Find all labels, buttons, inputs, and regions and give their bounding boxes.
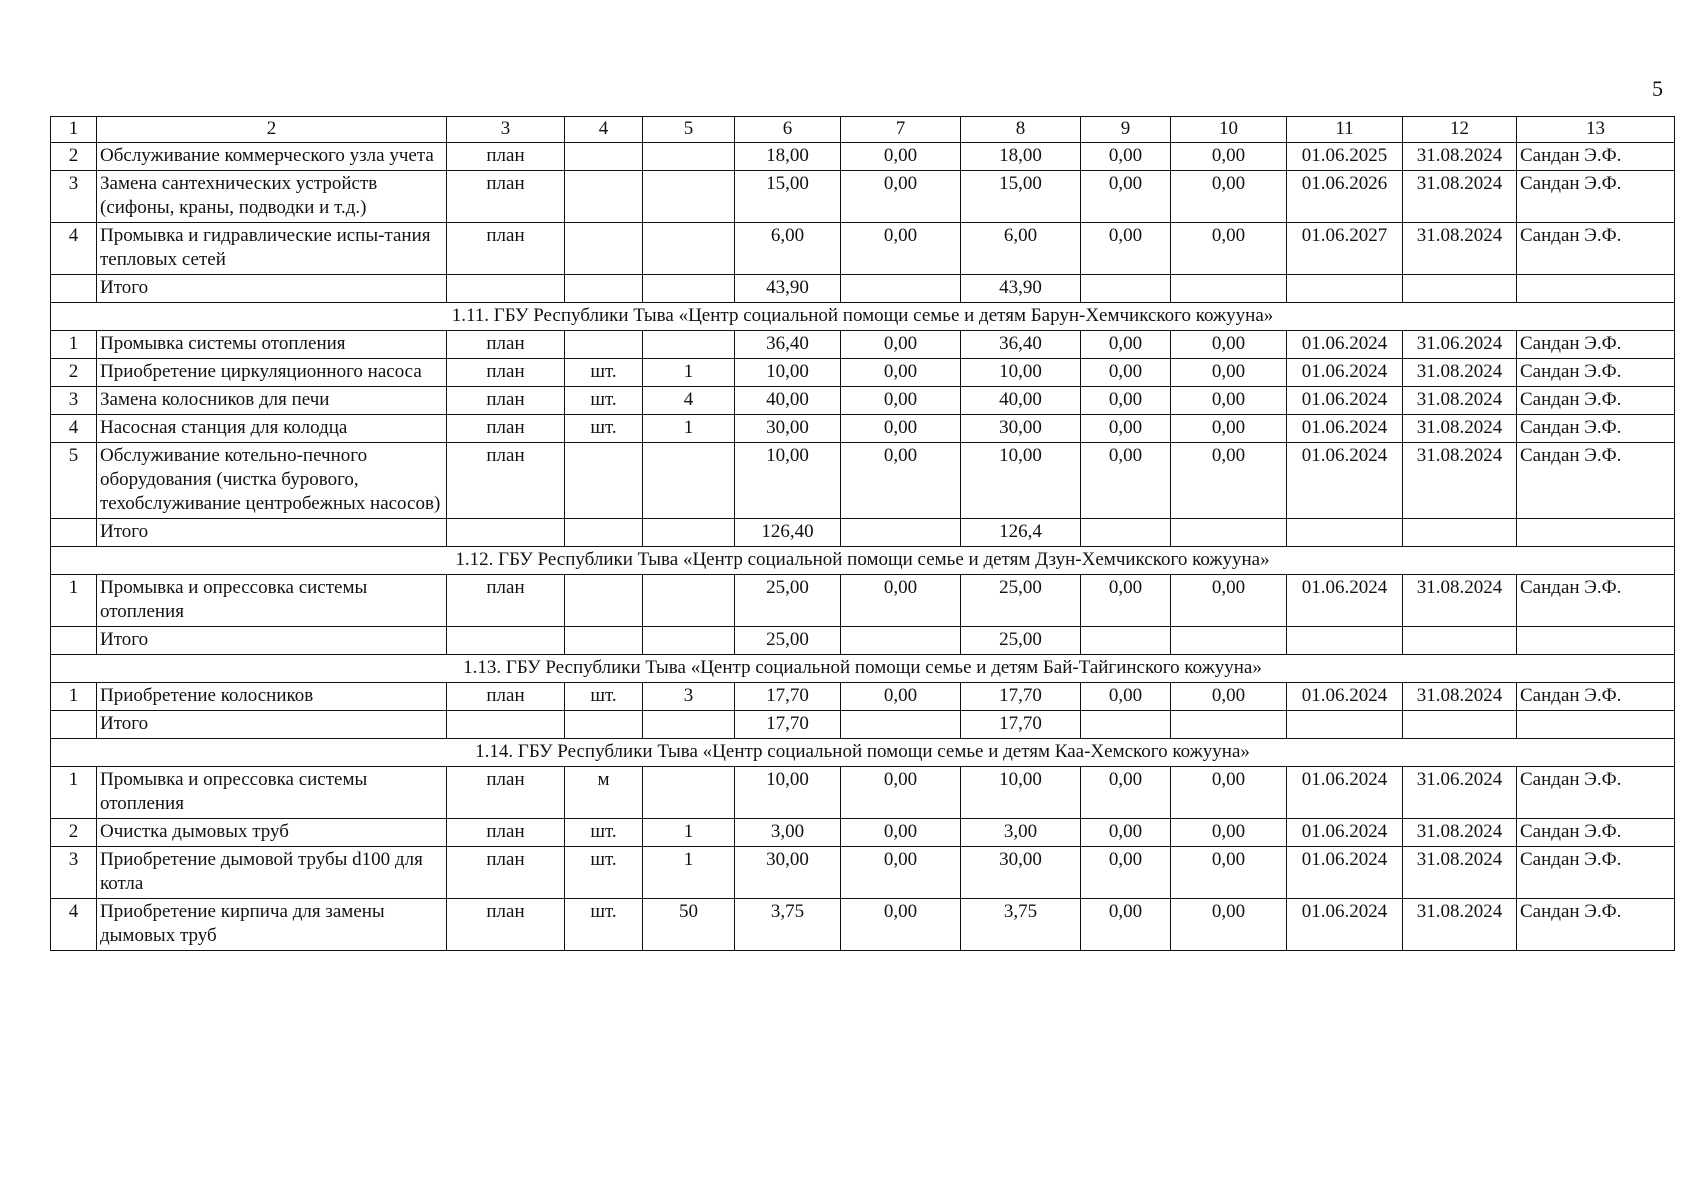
amount-col8: 25,00: [961, 575, 1081, 627]
amount-col8: 3,75: [961, 899, 1081, 951]
unit: [565, 627, 643, 655]
amount-col10: 0,00: [1171, 443, 1287, 519]
amount-col10: 0,00: [1171, 683, 1287, 711]
header-cell-4: 4: [565, 117, 643, 143]
amount-col10: 0,00: [1171, 767, 1287, 819]
table-row: [51, 359, 1675, 387]
amount-col10: 0,00: [1171, 387, 1287, 415]
quantity: 1: [643, 819, 735, 847]
row-number: [51, 519, 97, 547]
amount-col8: 6,00: [961, 223, 1081, 275]
amount-col7: 0,00: [841, 899, 961, 951]
plan-type: план: [447, 223, 565, 275]
start-date: 01.06.2024: [1287, 387, 1403, 415]
amount-col7: 0,00: [841, 819, 961, 847]
amount-col9: 0,00: [1081, 847, 1171, 899]
work-name: Промывка и опрессовка системы отопления: [97, 575, 447, 627]
quantity: 50: [643, 899, 735, 951]
amount-col8: 10,00: [961, 767, 1081, 819]
plan-type: [447, 627, 565, 655]
responsible: Сандан Э.Ф.: [1517, 415, 1675, 443]
amount-col7: 0,00: [841, 387, 961, 415]
work-name: Приобретение колосников: [97, 683, 447, 711]
row-number: [51, 627, 97, 655]
start-date: 01.06.2024: [1287, 575, 1403, 627]
start-date: 01.06.2024: [1287, 683, 1403, 711]
work-name: Приобретение циркуляционного насоса: [97, 359, 447, 387]
work-name: Промывка и гидравлические испы-тания тепловых сетей: [97, 223, 447, 275]
amount-col9: 0,00: [1081, 575, 1171, 627]
section-title-row: [51, 655, 1675, 683]
amount-col10: 0,00: [1171, 899, 1287, 951]
start-date: 01.06.2024: [1287, 819, 1403, 847]
start-date: 01.06.2024: [1287, 359, 1403, 387]
table-row: [51, 899, 1675, 951]
table-row: [51, 575, 1675, 627]
responsible: Сандан Э.Ф.: [1517, 899, 1675, 951]
amount-col8: 15,00: [961, 171, 1081, 223]
empty-cell: [1171, 519, 1287, 547]
start-date: 01.06.2024: [1287, 767, 1403, 819]
start-date: 01.06.2024: [1287, 899, 1403, 951]
amount-total: 17,70: [735, 683, 841, 711]
plan-type: план: [447, 387, 565, 415]
amount-col9: 0,00: [1081, 899, 1171, 951]
amount-col9: 0,00: [1081, 767, 1171, 819]
header-cell-5: 5: [643, 117, 735, 143]
end-date: 31.08.2024: [1403, 443, 1517, 519]
amount-col9: 0,00: [1081, 387, 1171, 415]
amount-total: 25,00: [735, 575, 841, 627]
section-title-row: [51, 739, 1675, 767]
unit: м: [565, 767, 643, 819]
work-name: Промывка и опрессовка системы отопления: [97, 767, 447, 819]
amount-col10: 0,00: [1171, 171, 1287, 223]
section-title: 1.12. ГБУ Республики Тыва «Центр социальной помощи семье и детям Дзун-Хемчикского кожууна»: [51, 547, 1675, 575]
amount-col7: 0,00: [841, 143, 961, 171]
header-cell-9: 9: [1081, 117, 1171, 143]
amount-col9: 0,00: [1081, 143, 1171, 171]
unit: [565, 143, 643, 171]
total-amount-col8: 126,4: [961, 519, 1081, 547]
responsible: Сандан Э.Ф.: [1517, 847, 1675, 899]
amount-total: 10,00: [735, 359, 841, 387]
header-cell-8: 8: [961, 117, 1081, 143]
plan-type: план: [447, 415, 565, 443]
plan-type: план: [447, 359, 565, 387]
end-date: 31.08.2024: [1403, 415, 1517, 443]
row-number: 3: [51, 847, 97, 899]
responsible: Сандан Э.Ф.: [1517, 331, 1675, 359]
end-date: 31.08.2024: [1403, 171, 1517, 223]
empty-cell: [1287, 711, 1403, 739]
responsible: Сандан Э.Ф.: [1517, 171, 1675, 223]
responsible: Сандан Э.Ф.: [1517, 443, 1675, 519]
amount-col7: [841, 711, 961, 739]
unit: [565, 575, 643, 627]
amount-col7: [841, 275, 961, 303]
work-name: Обслуживание коммерческого узла учета: [97, 143, 447, 171]
amount-total: 3,75: [735, 899, 841, 951]
work-name: Замена сантехнических устройств (сифоны, краны, подводки и т.д.): [97, 171, 447, 223]
plan-type: план: [447, 819, 565, 847]
amount-col8: 40,00: [961, 387, 1081, 415]
empty-cell: [1403, 275, 1517, 303]
end-date: 31.08.2024: [1403, 899, 1517, 951]
table-row: [51, 331, 1675, 359]
amount-col10: 0,00: [1171, 223, 1287, 275]
start-date: 01.06.2027: [1287, 223, 1403, 275]
unit: [565, 331, 643, 359]
amount-col8: 30,00: [961, 415, 1081, 443]
section-title: 1.13. ГБУ Республики Тыва «Центр социальной помощи семье и детям Бай-Тайгинского кожууна»: [51, 655, 1675, 683]
amount-col9: 0,00: [1081, 443, 1171, 519]
empty-cell: [1081, 519, 1171, 547]
total-label: Итого: [97, 519, 447, 547]
unit: шт.: [565, 387, 643, 415]
unit: шт.: [565, 819, 643, 847]
amount-col10: 0,00: [1171, 359, 1287, 387]
end-date: 31.08.2024: [1403, 143, 1517, 171]
section-title: 1.11. ГБУ Республики Тыва «Центр социальной помощи семье и детям Барун-Хемчикского кожууна»: [51, 303, 1675, 331]
amount-col9: 0,00: [1081, 331, 1171, 359]
amount-total: 30,00: [735, 415, 841, 443]
unit: [565, 275, 643, 303]
amount-total: 36,40: [735, 331, 841, 359]
quantity: 1: [643, 415, 735, 443]
header-cell-10: 10: [1171, 117, 1287, 143]
unit: шт.: [565, 683, 643, 711]
amount-col7: 0,00: [841, 331, 961, 359]
plan-type: план: [447, 171, 565, 223]
amount-col10: 0,00: [1171, 415, 1287, 443]
amount-col10: 0,00: [1171, 143, 1287, 171]
start-date: 01.06.2024: [1287, 443, 1403, 519]
quantity: [643, 575, 735, 627]
table-row: [51, 847, 1675, 899]
row-number: 5: [51, 443, 97, 519]
total-label: Итого: [97, 627, 447, 655]
responsible: Сандан Э.Ф.: [1517, 767, 1675, 819]
empty-cell: [1517, 711, 1675, 739]
amount-total: 6,00: [735, 223, 841, 275]
amount-col8: 3,00: [961, 819, 1081, 847]
row-number: 4: [51, 899, 97, 951]
work-name: Приобретение кирпича для замены дымовых труб: [97, 899, 447, 951]
header-cell-6: 6: [735, 117, 841, 143]
unit: шт.: [565, 899, 643, 951]
amount-total: 15,00: [735, 171, 841, 223]
table-row: [51, 819, 1675, 847]
amount-col7: 0,00: [841, 359, 961, 387]
start-date: 01.06.2025: [1287, 143, 1403, 171]
quantity: [643, 171, 735, 223]
total-row: [51, 711, 1675, 739]
header-cell-3: 3: [447, 117, 565, 143]
unit: [565, 171, 643, 223]
end-date: 31.08.2024: [1403, 359, 1517, 387]
plan-type: план: [447, 683, 565, 711]
amount-col8: 30,00: [961, 847, 1081, 899]
amount-col7: [841, 519, 961, 547]
row-number: 1: [51, 331, 97, 359]
total-label: Итого: [97, 275, 447, 303]
plan-type: план: [447, 331, 565, 359]
row-number: [51, 275, 97, 303]
page-number: 5: [1652, 76, 1663, 101]
unit: шт.: [565, 359, 643, 387]
amount-col8: 10,00: [961, 359, 1081, 387]
work-plan-table: [50, 116, 1675, 951]
plan-type: [447, 519, 565, 547]
amount-col7: 0,00: [841, 415, 961, 443]
quantity: [643, 143, 735, 171]
quantity: [643, 627, 735, 655]
table-row: [51, 223, 1675, 275]
unit: [565, 519, 643, 547]
amount-col9: 0,00: [1081, 683, 1171, 711]
responsible: Сандан Э.Ф.: [1517, 143, 1675, 171]
row-number: [51, 711, 97, 739]
empty-cell: [1171, 711, 1287, 739]
table-row: [51, 387, 1675, 415]
responsible: Сандан Э.Ф.: [1517, 575, 1675, 627]
section-title-row: [51, 547, 1675, 575]
empty-cell: [1517, 519, 1675, 547]
amount-total: 18,00: [735, 143, 841, 171]
amount-total: 3,00: [735, 819, 841, 847]
amount-col7: 0,00: [841, 171, 961, 223]
total-label: Итого: [97, 711, 447, 739]
work-name: Замена колосников для печи: [97, 387, 447, 415]
start-date: 01.06.2024: [1287, 415, 1403, 443]
quantity: 1: [643, 359, 735, 387]
row-number: 4: [51, 223, 97, 275]
quantity: [643, 331, 735, 359]
row-number: 2: [51, 143, 97, 171]
unit: [565, 223, 643, 275]
amount-col9: 0,00: [1081, 415, 1171, 443]
amount-col10: 0,00: [1171, 819, 1287, 847]
start-date: 01.06.2026: [1287, 171, 1403, 223]
plan-type: [447, 711, 565, 739]
amount-col8: 36,40: [961, 331, 1081, 359]
end-date: 31.08.2024: [1403, 387, 1517, 415]
empty-cell: [1287, 275, 1403, 303]
responsible: Сандан Э.Ф.: [1517, 359, 1675, 387]
empty-cell: [1081, 711, 1171, 739]
quantity: [643, 443, 735, 519]
amount-col7: 0,00: [841, 575, 961, 627]
header-cell-2: 2: [97, 117, 447, 143]
header-cell-7: 7: [841, 117, 961, 143]
amount-total: 10,00: [735, 443, 841, 519]
amount-col10: 0,00: [1171, 331, 1287, 359]
empty-cell: [1171, 275, 1287, 303]
total-amount: 17,70: [735, 711, 841, 739]
amount-total: 40,00: [735, 387, 841, 415]
end-date: 31.08.2024: [1403, 223, 1517, 275]
amount-col7: [841, 627, 961, 655]
start-date: 01.06.2024: [1287, 847, 1403, 899]
responsible: Сандан Э.Ф.: [1517, 387, 1675, 415]
total-row: [51, 519, 1675, 547]
header-cell-13: 13: [1517, 117, 1675, 143]
empty-cell: [1403, 711, 1517, 739]
table-row: [51, 443, 1675, 519]
table-row: [51, 143, 1675, 171]
responsible: Сандан Э.Ф.: [1517, 683, 1675, 711]
total-amount-col8: 43,90: [961, 275, 1081, 303]
plan-type: план: [447, 767, 565, 819]
quantity: [643, 275, 735, 303]
plan-type: план: [447, 847, 565, 899]
end-date: 31.08.2024: [1403, 819, 1517, 847]
total-amount: 126,40: [735, 519, 841, 547]
amount-total: 10,00: [735, 767, 841, 819]
quantity: [643, 519, 735, 547]
start-date: 01.06.2024: [1287, 331, 1403, 359]
work-name: Очистка дымовых труб: [97, 819, 447, 847]
end-date: 31.06.2024: [1403, 331, 1517, 359]
amount-col9: 0,00: [1081, 359, 1171, 387]
row-number: 4: [51, 415, 97, 443]
end-date: 31.06.2024: [1403, 767, 1517, 819]
amount-col7: 0,00: [841, 223, 961, 275]
empty-cell: [1403, 627, 1517, 655]
table-row: [51, 767, 1675, 819]
header-cell-11: 11: [1287, 117, 1403, 143]
section-title: 1.14. ГБУ Республики Тыва «Центр социальной помощи семье и детям Каа-Хемского кожууна»: [51, 739, 1675, 767]
amount-total: 30,00: [735, 847, 841, 899]
row-number: 3: [51, 387, 97, 415]
row-number: 1: [51, 767, 97, 819]
empty-cell: [1081, 275, 1171, 303]
row-number: 3: [51, 171, 97, 223]
amount-col10: 0,00: [1171, 575, 1287, 627]
plan-type: план: [447, 899, 565, 951]
table-row: [51, 171, 1675, 223]
empty-cell: [1403, 519, 1517, 547]
empty-cell: [1517, 275, 1675, 303]
amount-col8: 18,00: [961, 143, 1081, 171]
quantity: [643, 711, 735, 739]
plan-type: план: [447, 575, 565, 627]
total-row: [51, 627, 1675, 655]
table-row: [51, 683, 1675, 711]
plan-type: [447, 275, 565, 303]
work-name: Насосная станция для колодца: [97, 415, 447, 443]
quantity: [643, 767, 735, 819]
total-amount: 25,00: [735, 627, 841, 655]
work-name: Обслуживание котельно-печного оборудования (чистка бурового, техобслуживание центробежных насосов): [97, 443, 447, 519]
unit: [565, 711, 643, 739]
total-amount-col8: 25,00: [961, 627, 1081, 655]
amount-col7: 0,00: [841, 767, 961, 819]
header-row: [51, 117, 1675, 143]
end-date: 31.08.2024: [1403, 847, 1517, 899]
unit: [565, 443, 643, 519]
empty-cell: [1081, 627, 1171, 655]
unit: шт.: [565, 415, 643, 443]
unit: шт.: [565, 847, 643, 899]
quantity: 4: [643, 387, 735, 415]
row-number: 2: [51, 819, 97, 847]
empty-cell: [1171, 627, 1287, 655]
total-amount-col8: 17,70: [961, 711, 1081, 739]
quantity: 3: [643, 683, 735, 711]
work-name: Приобретение дымовой трубы d100 для котла: [97, 847, 447, 899]
amount-col9: 0,00: [1081, 819, 1171, 847]
amount-col9: 0,00: [1081, 223, 1171, 275]
responsible: Сандан Э.Ф.: [1517, 223, 1675, 275]
row-number: 2: [51, 359, 97, 387]
quantity: [643, 223, 735, 275]
amount-col7: 0,00: [841, 443, 961, 519]
work-name: Промывка системы отопления: [97, 331, 447, 359]
table-row: [51, 415, 1675, 443]
amount-col7: 0,00: [841, 847, 961, 899]
amount-col10: 0,00: [1171, 847, 1287, 899]
amount-col8: 17,70: [961, 683, 1081, 711]
end-date: 31.08.2024: [1403, 683, 1517, 711]
quantity: 1: [643, 847, 735, 899]
plan-type: план: [447, 143, 565, 171]
header-cell-12: 12: [1403, 117, 1517, 143]
empty-cell: [1287, 519, 1403, 547]
end-date: 31.08.2024: [1403, 575, 1517, 627]
empty-cell: [1287, 627, 1403, 655]
total-amount: 43,90: [735, 275, 841, 303]
amount-col8: 10,00: [961, 443, 1081, 519]
row-number: 1: [51, 575, 97, 627]
section-title-row: [51, 303, 1675, 331]
total-row: [51, 275, 1675, 303]
empty-cell: [1517, 627, 1675, 655]
amount-col9: 0,00: [1081, 171, 1171, 223]
row-number: 1: [51, 683, 97, 711]
responsible: Сандан Э.Ф.: [1517, 819, 1675, 847]
amount-col7: 0,00: [841, 683, 961, 711]
header-cell-1: 1: [51, 117, 97, 143]
plan-type: план: [447, 443, 565, 519]
